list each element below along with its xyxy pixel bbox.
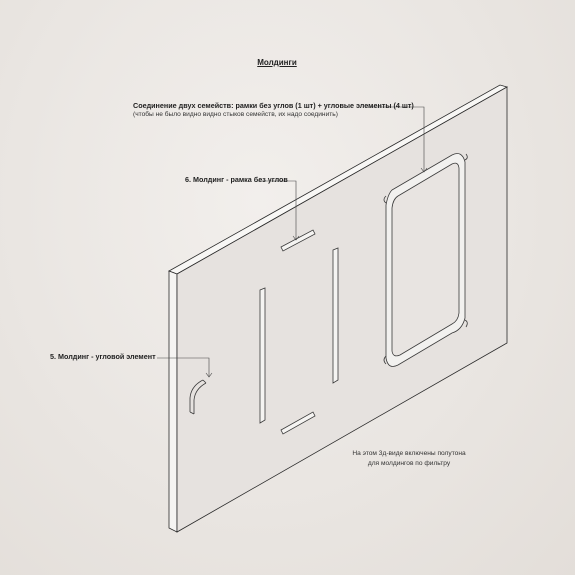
view-note-line1: На этом 3д-виде включены полутона: [352, 450, 466, 457]
molding-6-label: 6. Молдинг - рамка без углов: [185, 175, 288, 184]
connection-note-label: (чтобы не было видно видно стыков семейств, их надо соединить): [133, 111, 338, 118]
view-note-line2: для молдингов по фильтру: [367, 460, 451, 467]
connection-title-label: Соединение двух семейств: рамки без углов (1 шт) + угловые элементы (4 шт): [133, 101, 414, 110]
molding-left-bar: [260, 288, 265, 423]
panel-side-edge: [169, 271, 177, 532]
molding-5-label: 5. Молдинг - угловой элемент: [50, 352, 156, 361]
page-title: Молдинги: [257, 58, 297, 67]
molding-right-bar: [333, 248, 338, 383]
